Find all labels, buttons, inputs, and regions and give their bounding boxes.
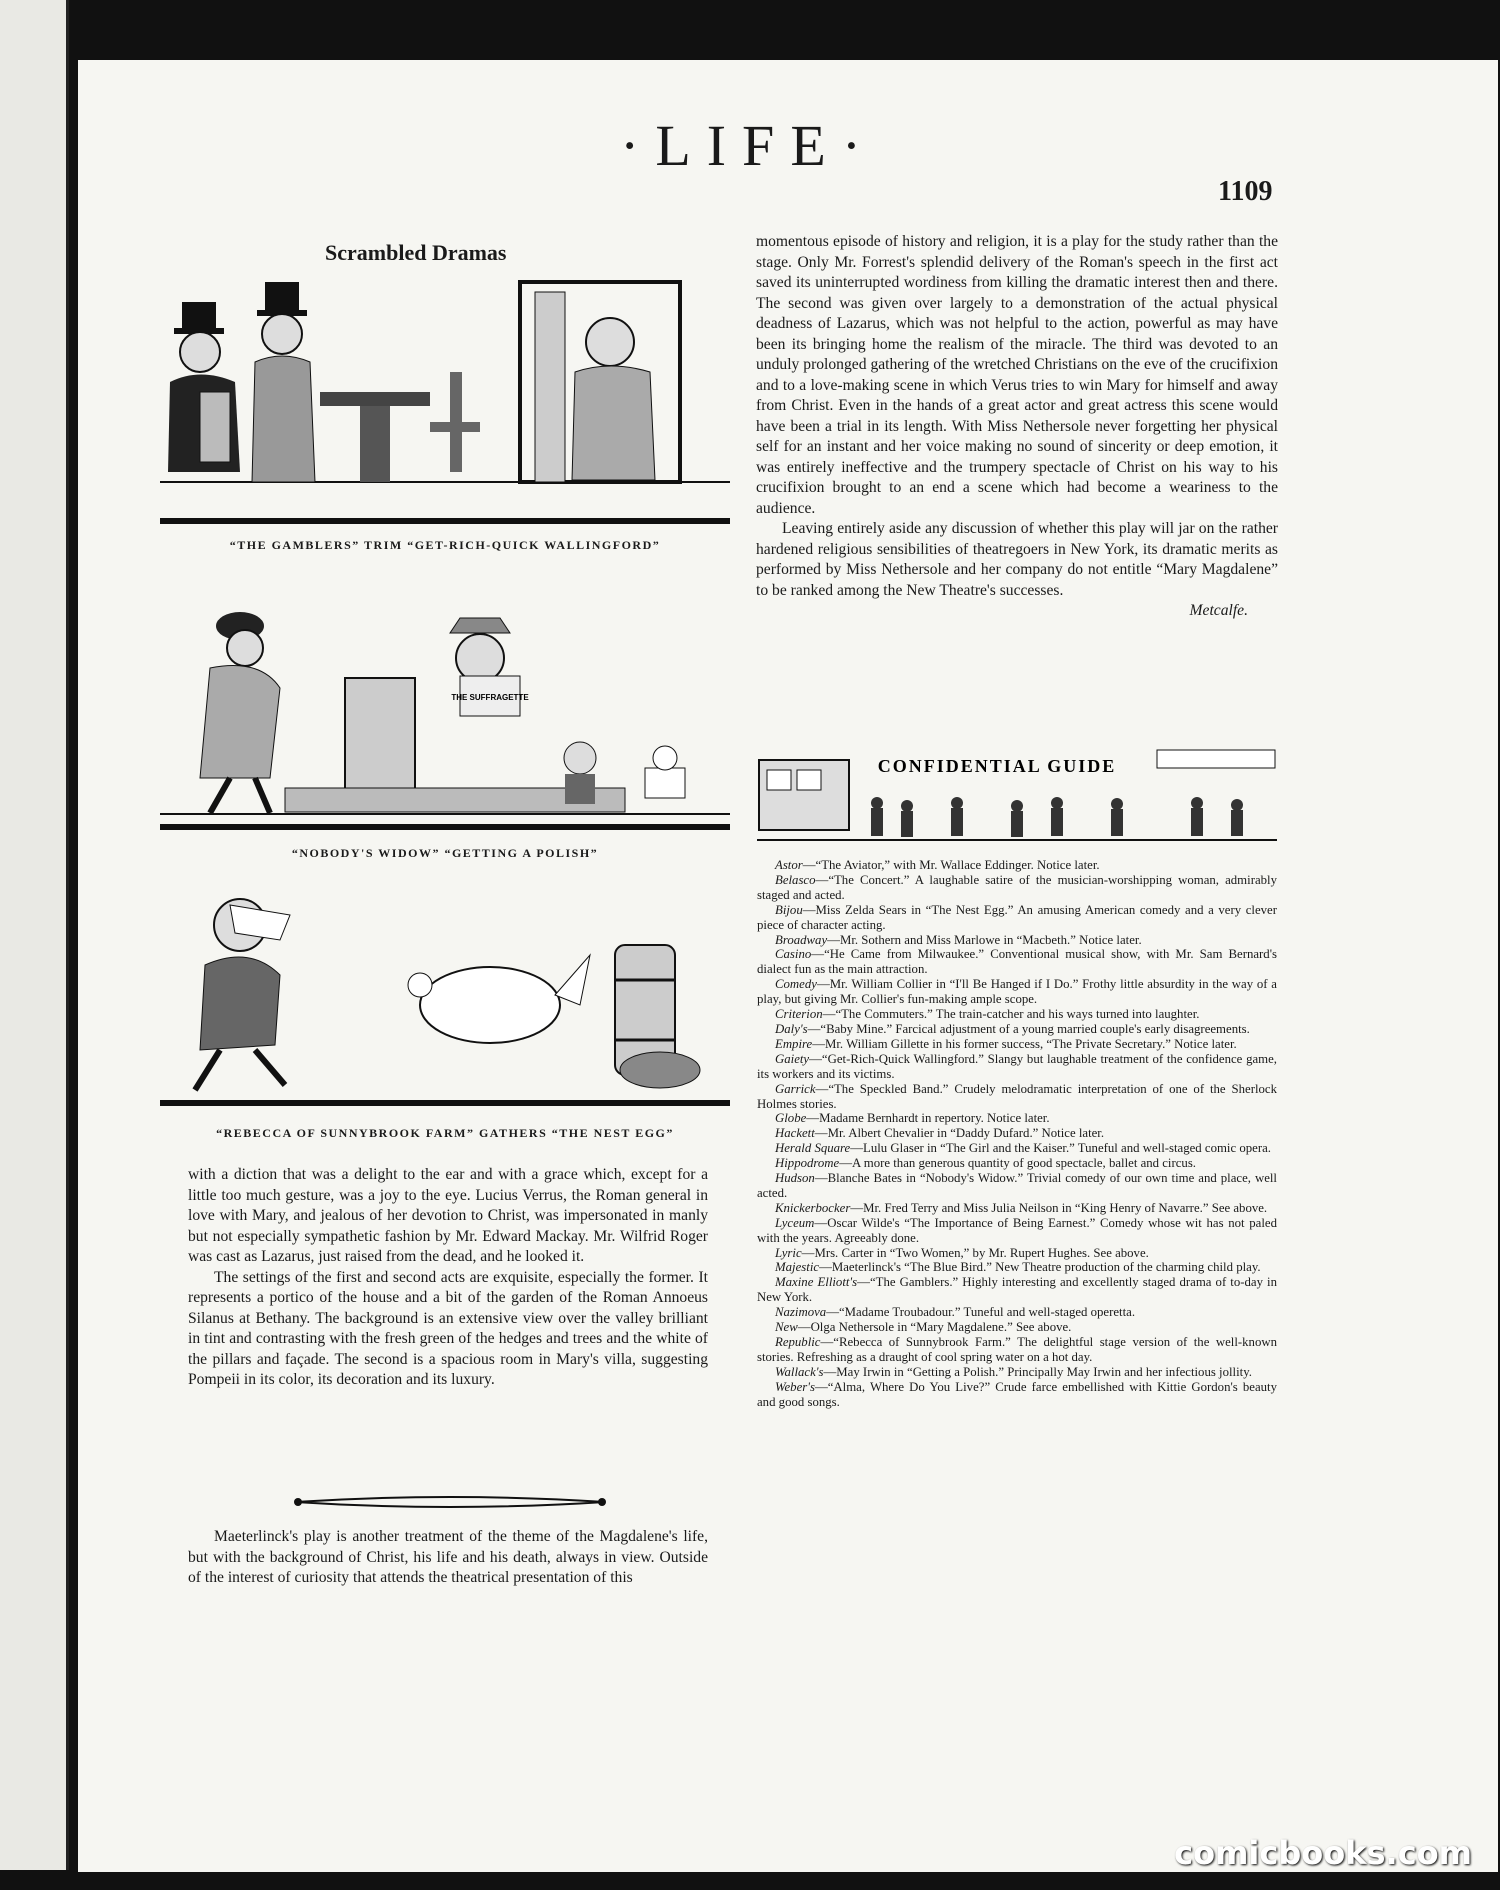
guide-entry-text: —Mrs. Carter in “Two Women,” by Mr. Rupert Hughes. See above.	[801, 1245, 1149, 1260]
cartoon-rebecca-illustration	[160, 885, 730, 1106]
guide-entry-text: —Mr. Sothern and Miss Marlowe in “Macbeth.” Notice later.	[827, 932, 1142, 947]
theatre-name: Majestic	[775, 1260, 820, 1275]
guide-entry-text: —May Irwin in “Getting a Polish.” Principally May Irwin and her infectious jollity.	[823, 1364, 1252, 1379]
theatre-name: Maxine Elliott's	[775, 1275, 858, 1290]
theatre-name: Hudson	[775, 1171, 815, 1186]
theatre-name: Empire	[775, 1036, 813, 1051]
guide-entry-text: —“The Gamblers.” Highly interesting and excellently staged drama of to-day in New York.	[757, 1275, 1277, 1305]
left-column-upper	[188, 1165, 708, 1391]
guide-entry	[757, 1037, 1277, 1052]
ornamental-divider	[290, 1494, 610, 1510]
right-column	[756, 232, 1278, 622]
guide-entry	[757, 1141, 1277, 1156]
theatre-name: Herald Square	[775, 1141, 851, 1156]
newspaper-text: THE SUFFRAGETTE	[451, 693, 529, 702]
caption-3: “REBECCA OF SUNNYBROOK FARM” GATHERS “THE NEST EGG”	[216, 1126, 674, 1140]
theatre-name: Nazimova	[775, 1305, 827, 1320]
guide-entry	[757, 1171, 1277, 1201]
guide-entry-text: —Olga Nethersole in “Mary Magdalene.” See above.	[797, 1320, 1072, 1335]
feature-title: Scrambled Dramas	[325, 240, 507, 265]
guide-entry	[757, 1260, 1277, 1275]
theatre-name: Bijou	[775, 902, 803, 917]
guide-entry	[757, 1216, 1277, 1246]
watermark: comicbooks.com	[1174, 1834, 1472, 1872]
guide-entry	[757, 1246, 1277, 1261]
guide-entry-text: —Mr. Albert Chevalier in “Daddy Dufard.” Notice later.	[814, 1126, 1105, 1141]
guide-entry	[757, 1380, 1277, 1410]
caption-1: “THE GAMBLERS” TRIM “GET-RICH-QUICK WALLINGFORD”	[229, 538, 661, 552]
masthead: ·LIFE·	[620, 113, 878, 178]
paragraph: Maeterlinck's play is another treatment of the theme of the Magdalene's life, but with the background of Christ, his life and his death, always in view. Outside of the interest of curiosity that attends the theatrical presentation of this	[188, 1528, 708, 1586]
guide-entry	[757, 933, 1277, 948]
guide-entry-text: —“The Concert.” A laughable satire of the musician-worshipping woman, admirably staged and acted.	[757, 872, 1277, 902]
guide-entry	[757, 1201, 1277, 1216]
confidential-guide-banner	[757, 748, 1277, 848]
guide-entry-text: —“Alma, Where Do You Live?” Crude farce embellished with Kittie Gordon's beauty and good songs.	[757, 1379, 1277, 1409]
paragraph: with a diction that was a delight to the ear and with a grace which, except for a little too much gesture, was a joy to the eye. Lucius Verrus, the Roman general in love with Mary, and jealous of her devotion to Christ, was impersonated in manly but not especially sympathetic fashion by Mr. Edward Mackay. Mr. Wilfrid Roger was cast as Lazarus, just raised from the dead, and he looked it.	[188, 1166, 708, 1265]
guide-entry-text: —“Baby Mine.” Farcical adjustment of a young married couple's early disagreements.	[807, 1021, 1250, 1036]
guide-entry	[757, 1022, 1277, 1037]
guide-entry-text: —Mr. William Collier in “I'll Be Hanged if I Do.” Frothy little absurdity in the way of a play, but giving Mr. Collier's fun-making ample scope.	[757, 977, 1277, 1007]
theatre-name: Globe	[775, 1111, 807, 1126]
banner-title: CONFIDENTIAL GUIDE	[877, 756, 1117, 776]
guide-entry	[757, 1007, 1277, 1022]
cartoon-nobodys-widow-illustration	[160, 578, 730, 830]
guide-entry-text: —Miss Zelda Sears in “The Nest Egg.” An amusing American comedy and a very clever piece of character acting.	[757, 902, 1277, 932]
left-column-lower	[188, 1527, 708, 1589]
guide-entry-text: —“He Came from Milwaukee.” Conventional musical show, with Mr. Sam Bernard's dialect fun as the main attraction.	[757, 947, 1277, 977]
confidential-guide-list	[757, 858, 1277, 1410]
guide-entry-text: —“Get-Rich-Quick Wallingford.” Slangy but laughable treatment of the confidence game, its workers and its victims.	[757, 1051, 1277, 1081]
guide-entry-text: —“The Aviator,” with Mr. Wallace Eddinger. Notice later.	[802, 858, 1100, 872]
theatre-name: Hackett	[775, 1126, 815, 1141]
guide-entry	[757, 1335, 1277, 1365]
theatre-name: Wallack's	[775, 1364, 824, 1379]
theatre-name: Comedy	[775, 977, 817, 992]
paragraph: momentous episode of history and religion, it is a play for the study rather than the stage. Only Mr. Forrest's splendid delivery of the Roman's speech in the first act saved its uninterrupted wordiness from killing the dramatic interest then and there. The second was given over largely to a demonstration of the actual physical deadness of Lazarus, which was not helpful to the action, powerful as may have been its bringing home the realism of the miracle. The third was devoted to an unduly prolonged gathering of the wretched Christians on the eve of the crucifixion and to a love-making scene in which Verus tries to win Mary for himself and away from Christ. Even in the hands of a great actor and great actress this scene would have been a trial in its length. With Miss Nethersole never forgetting her physical self for an instant and her voice making no sound of sincerity or deep emotion, it was entirely ineffective and the trumpery spectacle of Christ on his way to his crucifixion brought to an end a scene which had become a weariness to the audience.	[756, 233, 1278, 517]
guide-entry	[757, 947, 1277, 977]
guide-entry	[757, 1126, 1277, 1141]
guide-entry-text: —Mr. Fred Terry and Miss Julia Neilson in “King Henry of Navarre.” See above.	[850, 1200, 1268, 1215]
guide-entry	[757, 858, 1277, 873]
guide-entry-text: —Lulu Glaser in “The Girl and the Kaiser.” Tuneful and well-staged comic opera.	[850, 1141, 1271, 1156]
theatre-name: Astor	[775, 858, 803, 872]
guide-entry	[757, 1111, 1277, 1126]
guide-entry	[757, 903, 1277, 933]
guide-entry	[757, 1156, 1277, 1171]
guide-entry	[757, 1305, 1277, 1320]
theatre-name: Gaiety	[775, 1051, 810, 1066]
guide-entry	[757, 977, 1277, 1007]
theatre-name: Lyric	[775, 1245, 802, 1260]
theatre-name: Criterion	[775, 1007, 823, 1022]
cartoon-gamblers-illustration	[160, 272, 730, 524]
theatre-name: Belasco	[775, 872, 816, 887]
guide-entry-text: —“Madame Troubadour.” Tuneful and well-staged operetta.	[826, 1305, 1136, 1320]
guide-entry-text: —Madame Bernhardt in repertory. Notice later.	[806, 1111, 1050, 1126]
guide-entry-text: —Blanche Bates in “Nobody's Widow.” Trivial comedy of our own time and place, well acted.	[757, 1171, 1277, 1200]
guide-entry-text: —“Rebecca of Sunnybrook Farm.” The delightful stage version of the well-known stories. Refreshing as a draught of cool spring water on a hot day.	[757, 1335, 1277, 1364]
theatre-name: Hippodrome	[775, 1156, 840, 1171]
theatre-name: Broadway	[775, 932, 828, 947]
guide-entry	[757, 1365, 1277, 1380]
theatre-name: Republic	[775, 1335, 821, 1349]
caption-2: “NOBODY'S WIDOW” “GETTING A POLISH”	[291, 846, 599, 860]
guide-entry-text: —Maeterlinck's “The Blue Bird.” New Theatre production of the charming child play.	[819, 1260, 1261, 1275]
theatre-name: Daly's	[775, 1021, 808, 1036]
theatre-name: Weber's	[775, 1379, 815, 1394]
guide-entry	[757, 1320, 1277, 1335]
guide-entry	[757, 1275, 1277, 1305]
theatre-name: Garrick	[775, 1081, 816, 1096]
theatre-name: Casino	[775, 947, 812, 962]
theatre-name: Knickerbocker	[775, 1200, 851, 1215]
guide-entry	[757, 1052, 1277, 1082]
theatre-name: New	[775, 1320, 798, 1335]
theatre-name: Lyceum	[775, 1215, 815, 1230]
guide-entry-text: —“The Commuters.” The train-catcher and his ways turned into laughter.	[822, 1007, 1200, 1022]
signature: Metcalfe.	[1189, 602, 1248, 619]
guide-entry-text: —A more than generous quantity of good spectacle, ballet and circus.	[839, 1156, 1197, 1171]
page-number: 1109	[1218, 176, 1273, 207]
paragraph: Leaving entirely aside any discussion of whether this play will jar on the rather hardened religious sensibilities of theatregoers in New York, its dramatic merits as performed by Miss Nethersole and her company do not entitle “Mary Magdalene” to be ranked among the New Theatre's successes.	[756, 520, 1278, 599]
guide-entry-text: —“The Speckled Band.” Crudely melodramatic interpretation of one of the Sherlock Holmes stories.	[757, 1081, 1277, 1111]
paragraph: The settings of the first and second acts are exquisite, especially the former. It represents a portico of the house and a bit of the garden of the Roman Annoeus Silanus at Bethany. The background is an extensive view over the valley brilliant in tint and contrasting with the fresh green of the hedges and trees and the white of the pillars and façade. The second is a spacious room in Mary's villa, suggesting Pompeii in its color, its decoration and its luxury.	[188, 1268, 708, 1388]
guide-entry	[757, 1082, 1277, 1112]
guide-entry-text: —Oscar Wilde's “The Importance of Being Earnest.” Comedy whose wit has not paled with the years. Agreeably done.	[757, 1215, 1277, 1245]
guide-entry-text: —Mr. William Gillette in his former success, “The Private Secretary.” Notice later.	[812, 1036, 1237, 1051]
adjacent-page-edge	[0, 0, 69, 1870]
guide-entry	[757, 873, 1277, 903]
